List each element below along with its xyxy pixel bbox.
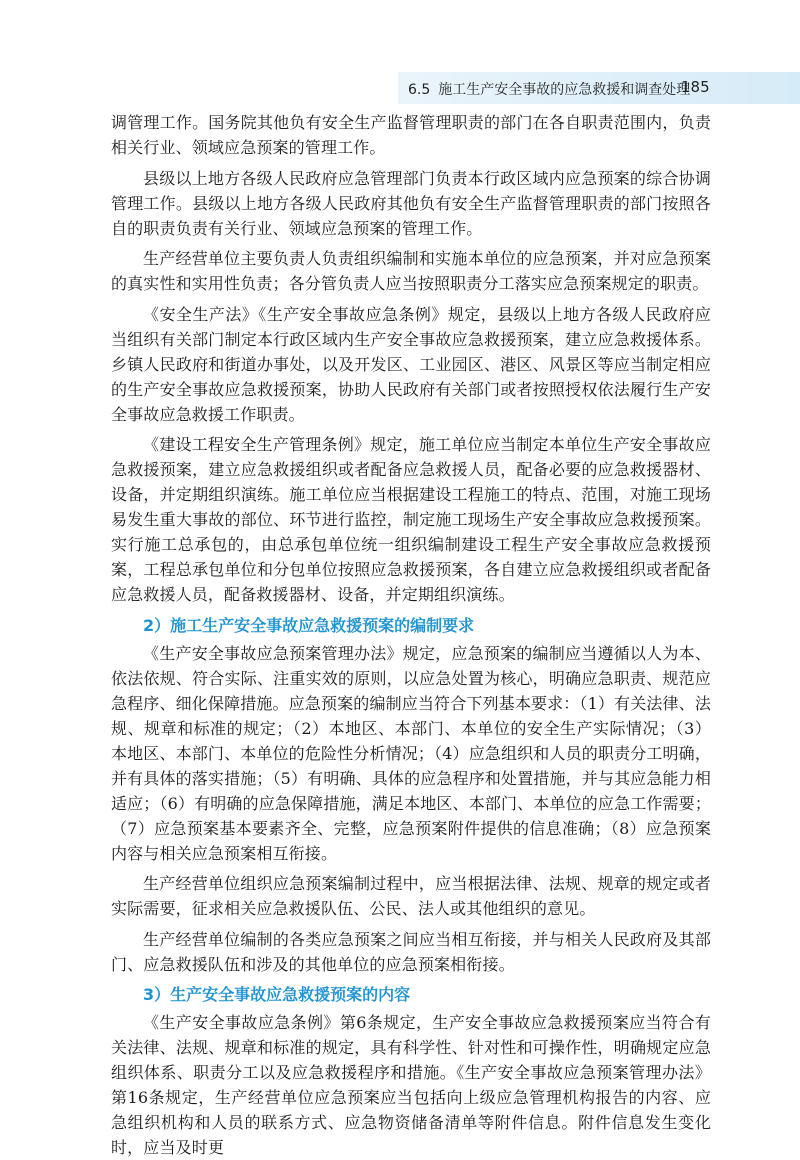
- paragraph-continued: 调管理工作。国务院其他负有安全生产监督管理职责的部门在各自职责范围内，负责相关行业、领域应急预案的管理工作。: [111, 113, 711, 157]
- page-number: 185: [681, 78, 710, 96]
- subheading: 2）施工生产安全事故应急救援预案的编制要求: [143, 615, 475, 635]
- running-header: [0, 0, 800, 104]
- paragraph: 县级以上地方各级人民政府应急管理部门负责本行政区域内应急预案的综合协调管理工作。县级以上地方各级人民政府其他负有安全生产监督管理职责的部门按照各自的职责负责有关行业、领域应急预案的管理工作。: [111, 168, 711, 238]
- header-section: [408, 79, 690, 99]
- page-body: [111, 110, 711, 1160]
- paragraph: 生产经营单位组织应急预案编制过程中，应当根据法律、法规、规章的规定或者实际需要，征求相关应急救援队伍、公民、法人或其他组织的意见。: [111, 874, 711, 918]
- paragraph: 《建设工程安全生产管理条例》规定，施工单位应当制定本单位生产安全事故应急救援预案，建立应急救援组织或者配备应急救援人员，配备必要的应急救援器材、设备，并定期组织演练。施工单位应当根据建设工程施工的特点、范围，对施工现场易发生重大事故的部位、环节进行监控，制定施工现场生产安全事故应急救援预案。实行施工总承包的，由总承包单位统一组织编制建设工程生产安全事故应急救援预案，工程总承包单位和分包单位按照应急救援预案，各自建立应急救援组织或者配备应急救援人员，配备救援器材、设备，并定期组织演练。: [111, 435, 711, 604]
- paragraph: 《安全生产法》《生产安全事故应急条例》规定，县级以上地方各级人民政府应当组织有关部门制定本行政区域内生产安全事故应急救援预案，建立应急救援体系。乡镇人民政府和街道办事处，以及开发区、工业园区、港区、风景区等应当制定相应的生产安全事故应急救援预案，协助人民政府有关部门或者按照授权依法履行生产安全事故应急救援工作职责。: [111, 304, 711, 424]
- subheading: 3）生产安全事故应急救援预案的内容: [143, 985, 411, 1004]
- paragraph: 生产经营单位编制的各类应急预案之间应当相互衔接，并与相关人民政府及其部门、应急救援队伍和涉及的其他单位的应急预案相衔接。: [111, 929, 711, 974]
- paragraph: 《生产安全事故应急条例》第6条规定，生产安全事故应急救援预案应当符合有关法律、法规、规章和标准的规定，具有科学性、针对性和可操作性，明确规定应急组织体系、职责分工以及应急救援程序和措施。《生产安全事故应急预案管理办法》第16条规定，生产经营单位应急预案应当包括向上级应急管理机构报告的内容、应急组织机构和人员的联系方式、应急物资储备清单等附件信息。附件信息发生变化时，应当及时更: [111, 1013, 711, 1157]
- paragraph: 生产经营单位主要负责人负责组织编制和实施本单位的应急预案，并对应急预案的真实性和实用性负责；各分管负责人应当按照职责分工落实应急预案规定的职责。: [111, 249, 711, 293]
- header-section-number: 6.5: [408, 82, 431, 98]
- header-section-title: 施工生产安全事故的应急救援和调查处理: [438, 82, 691, 98]
- paragraph: 《生产安全事故应急预案管理办法》规定，应急预案的编制应当遵循以人为本、依法依规、符合实际、注重实效的原则，以应急处置为核心，明确应急职责、规范应急程序、细化保障措施。应急预案的编制应当符合下列基本要求：（1）有关法律、法规、规章和标准的规定；（2）本地区、本部门、本单位的安全生产实际情况；（3）本地区、本部门、本单位的危险性分析情况；（4）应急组织和人员的职责分工明确，并有具体的落实措施；（5）有明确、具体的应急程序和处置措施，并与其应急能力相适应；（6）有明确的应急保障措施，满足本地区、本部门、本单位的应急工作需要；（7）应急预案基本要素齐全、完整，应急预案附件提供的信息准确；（8）应急预案内容与相关应急预案相互衔接。: [111, 643, 711, 863]
